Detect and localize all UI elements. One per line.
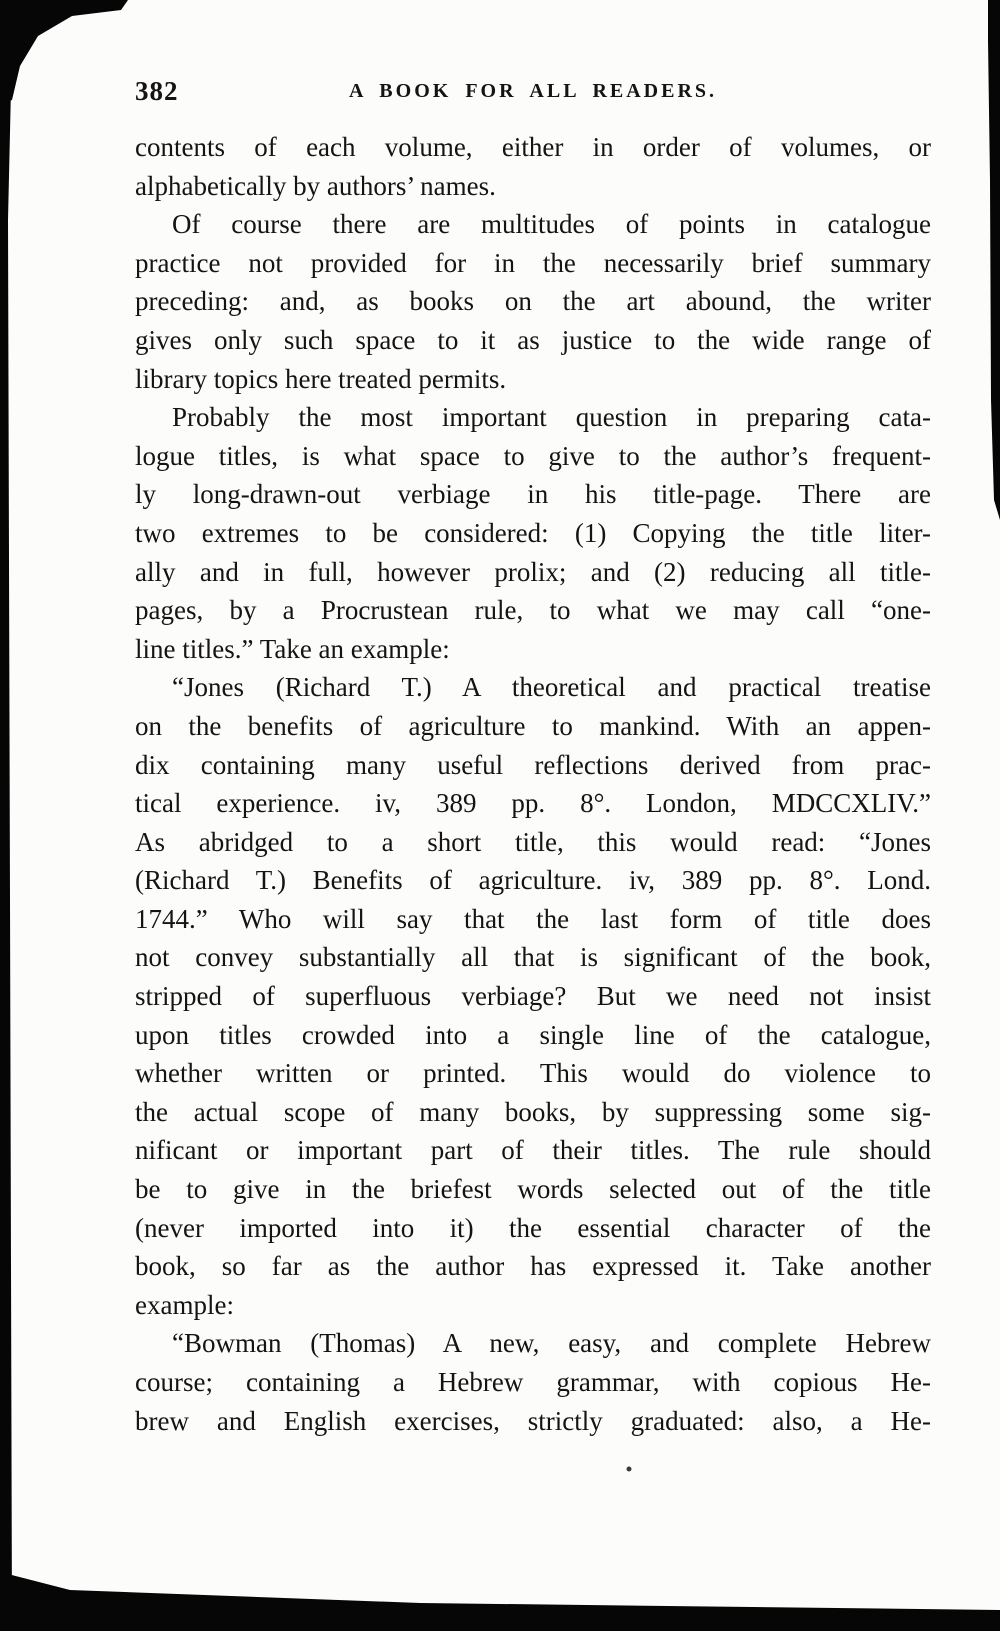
scan-bottom-edge: [0, 1572, 1000, 1631]
paragraph: [135, 128, 931, 205]
text-line: course; containing a Hebrew grammar, with copious He-: [135, 1367, 931, 1397]
text-line: As abridged to a short title, this would read: “Jones: [135, 826, 931, 857]
text-line: the actual scope of many books, by suppressing some sig-: [135, 1096, 931, 1127]
text-line: example:: [135, 1289, 234, 1320]
text-line: tical experience. iv, 389 pp. 8°. London, MDCCXLIV.”: [135, 788, 931, 819]
paragraph: [135, 398, 931, 668]
text-line: library topics here treated permits.: [135, 363, 507, 394]
text-line: Probably the most important question in preparing cata-: [172, 402, 931, 433]
text-line: Of course there are multitudes of points in catalogue: [172, 209, 931, 240]
text-line: brew and English exercises, strictly graduated: also, a He-: [135, 1405, 931, 1436]
text-line: (never imported into it) the essential character of the: [135, 1212, 931, 1243]
text-line: preceding: and, as books on the art abound, the writer: [135, 286, 931, 317]
scan-left-edge: [0, 0, 13, 1631]
text-line: ly long-drawn-out verbiage in his title-page. There are: [135, 479, 931, 510]
page-content: [135, 76, 931, 1440]
scan-top-left-corner: [0, 0, 128, 104]
text-line: book, so far as the author has expressed it. Take another: [135, 1251, 931, 1282]
page-body: [135, 128, 931, 1440]
paragraph: [135, 205, 931, 398]
text-line: whether written or printed. This would do violence to: [135, 1058, 931, 1089]
scan-right-edge: [988, 0, 1000, 520]
text-line: logue titles, is what space to give to the author’s frequent-: [135, 440, 931, 471]
text-line: alphabetically by authors’ names.: [135, 170, 496, 201]
running-title: A BOOK FOR ALL READERS.: [348, 80, 718, 102]
running-head: [135, 76, 931, 110]
text-line: pages, by a Procrustean rule, to what we may call “one-: [135, 595, 931, 626]
text-line: stripped of superfluous verbiage? But we need not insist: [135, 981, 931, 1012]
paragraph: [135, 1324, 931, 1440]
text-line: dix containing many useful reflections derived from prac-: [135, 749, 931, 780]
text-line: “Bowman (Thomas) A new, easy, and complete Hebrew: [172, 1328, 931, 1359]
text-line: not convey substantially all that is significant of the book,: [135, 942, 931, 973]
text-line: on the benefits of agriculture to mankind. With an appen-: [135, 710, 931, 741]
text-line: “Jones (Richard T.) A theoretical and practical treatise: [172, 672, 931, 703]
text-line: contents of each volume, either in order of volumes, or: [135, 132, 931, 162]
text-line: two extremes to be considered: (1) Copying the title liter-: [135, 517, 931, 548]
text-line: gives only such space to it as justice to the wide range of: [135, 324, 931, 355]
paragraph: [135, 668, 931, 1324]
ink-speck: [627, 1467, 632, 1472]
text-line: line titles.” Take an example:: [135, 633, 450, 664]
text-line: nificant or important part of their titles. The rule should: [135, 1135, 931, 1166]
text-line: practice not provided for in the necessarily brief summary: [135, 247, 931, 278]
text-line: (Richard T.) Benefits of agriculture. iv, 389 pp. 8°. Lond.: [135, 865, 931, 896]
text-line: be to give in the briefest words selected out of the title: [135, 1174, 931, 1205]
text-line: 1744.” Who will say that the last form of title does: [135, 903, 931, 934]
text-line: ally and in full, however prolix; and (2) reducing all title-: [135, 556, 931, 587]
page-number: 382: [135, 76, 179, 106]
text-line: upon titles crowded into a single line of the catalogue,: [135, 1019, 931, 1050]
